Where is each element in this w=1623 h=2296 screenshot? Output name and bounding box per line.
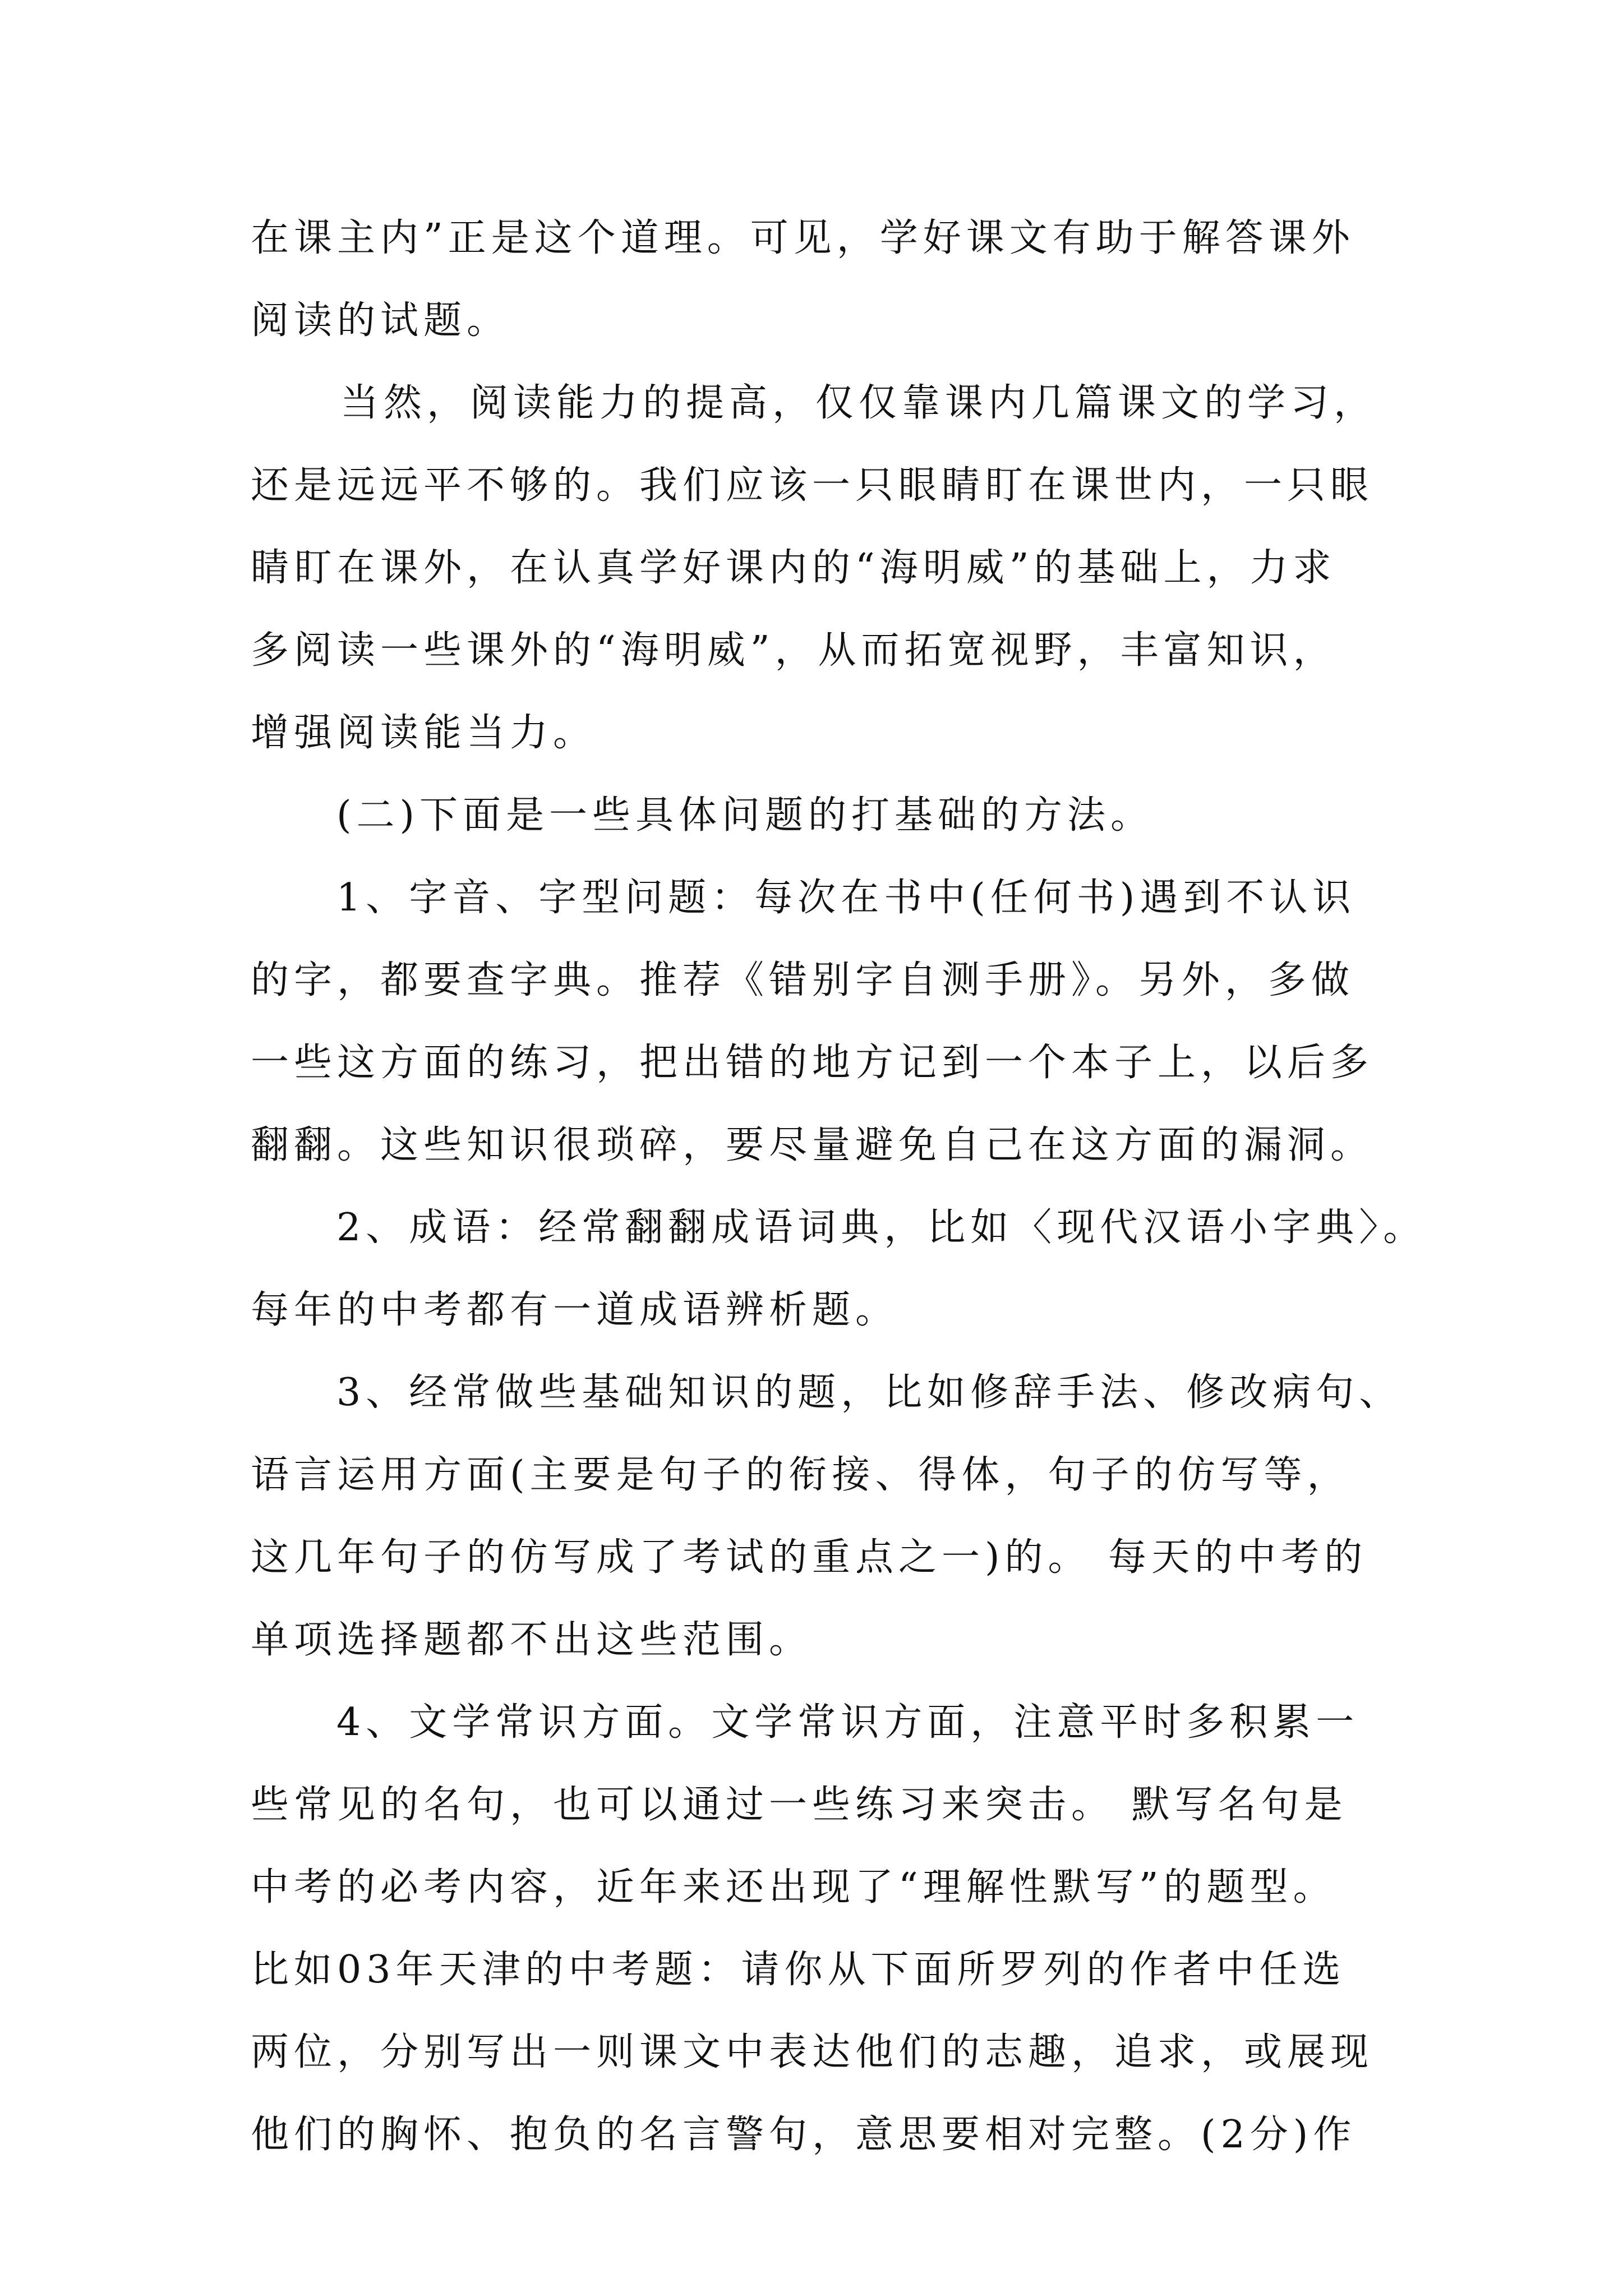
text-line: 还是远远平不够的。我们应该一只眼睛盯在课世内，一只眼 [251,463,1374,508]
text-line: 的字，都要查字典。推荐《错别字自测手册》。另外，多做 [251,958,1355,1002]
text-line: 多阅读一些课外的“海明威”，从而拓宽视野，丰富知识， [251,628,1336,673]
text-line: 比如03年天津的中考题：请你从下面所罗列的作者中任选 [251,1948,1346,1992]
text-line: 中考的必考内容，近年来还出现了“理解性默写”的题型。 [251,1865,1336,1910]
text-line: 睛盯在课外，在认真学好课内的“海明威”的基础上，力求 [251,546,1336,590]
text-line: 一些这方面的练习，把出错的地方记到一个本子上，以后多 [251,1041,1374,1085]
paragraph-first-line: 4、文学常识方面。文学常识方面，注意平时多积累一 [336,1700,1359,1745]
paragraph-first-line: 当然，阅读能力的提高，仅仅靠课内几篇课文的学习， [340,381,1377,425]
section-heading: (二)下面是一些具体问题的打基础的方法。 [336,793,1154,838]
text-line: 翻翻。这些知识很琐碎，要尽量避免自己在这方面的漏洞。 [251,1123,1374,1167]
paragraph-first-line: 1、字音、字型问题：每次在书中(任何书)遇到不认识 [336,876,1356,920]
text-line: 些常见的名句，也可以通过一些练习来突击。 默写名句是 [251,1783,1348,1827]
text-line: 每年的中考都有一道成语辨析题。 [251,1288,899,1332]
text-line: 在课主内”正是这个道理。可见，学好课文有助于解答课外 [251,216,1355,260]
paragraph-first-line: 3、经常做些基础知识的题，比如修辞手法、修改病句、 [336,1370,1403,1415]
text-line: 两位，分别写出一则课文中表达他们的志趣，追求，或展现 [251,2030,1374,2074]
text-line: 单项选择题都不出这些范围。 [251,1618,813,1662]
text-line: 阅读的试题。 [251,298,510,343]
text-line: 增强阅读能当力。 [251,711,597,755]
text-line: 这几年句子的仿写成了考试的重点之一)的。 每天的中考的 [251,1535,1368,1580]
paragraph-first-line: 2、成语：经常翻翻成语词典，比如〈现代汉语小字典〉。 [336,1205,1427,1250]
text-line: 语言运用方面(主要是句子的衔接、得体，句子的仿写等， [251,1453,1350,1497]
text-line: 他们的胸怀、抱负的名言警句，意思要相对完整。(2分)作 [251,2113,1357,2157]
